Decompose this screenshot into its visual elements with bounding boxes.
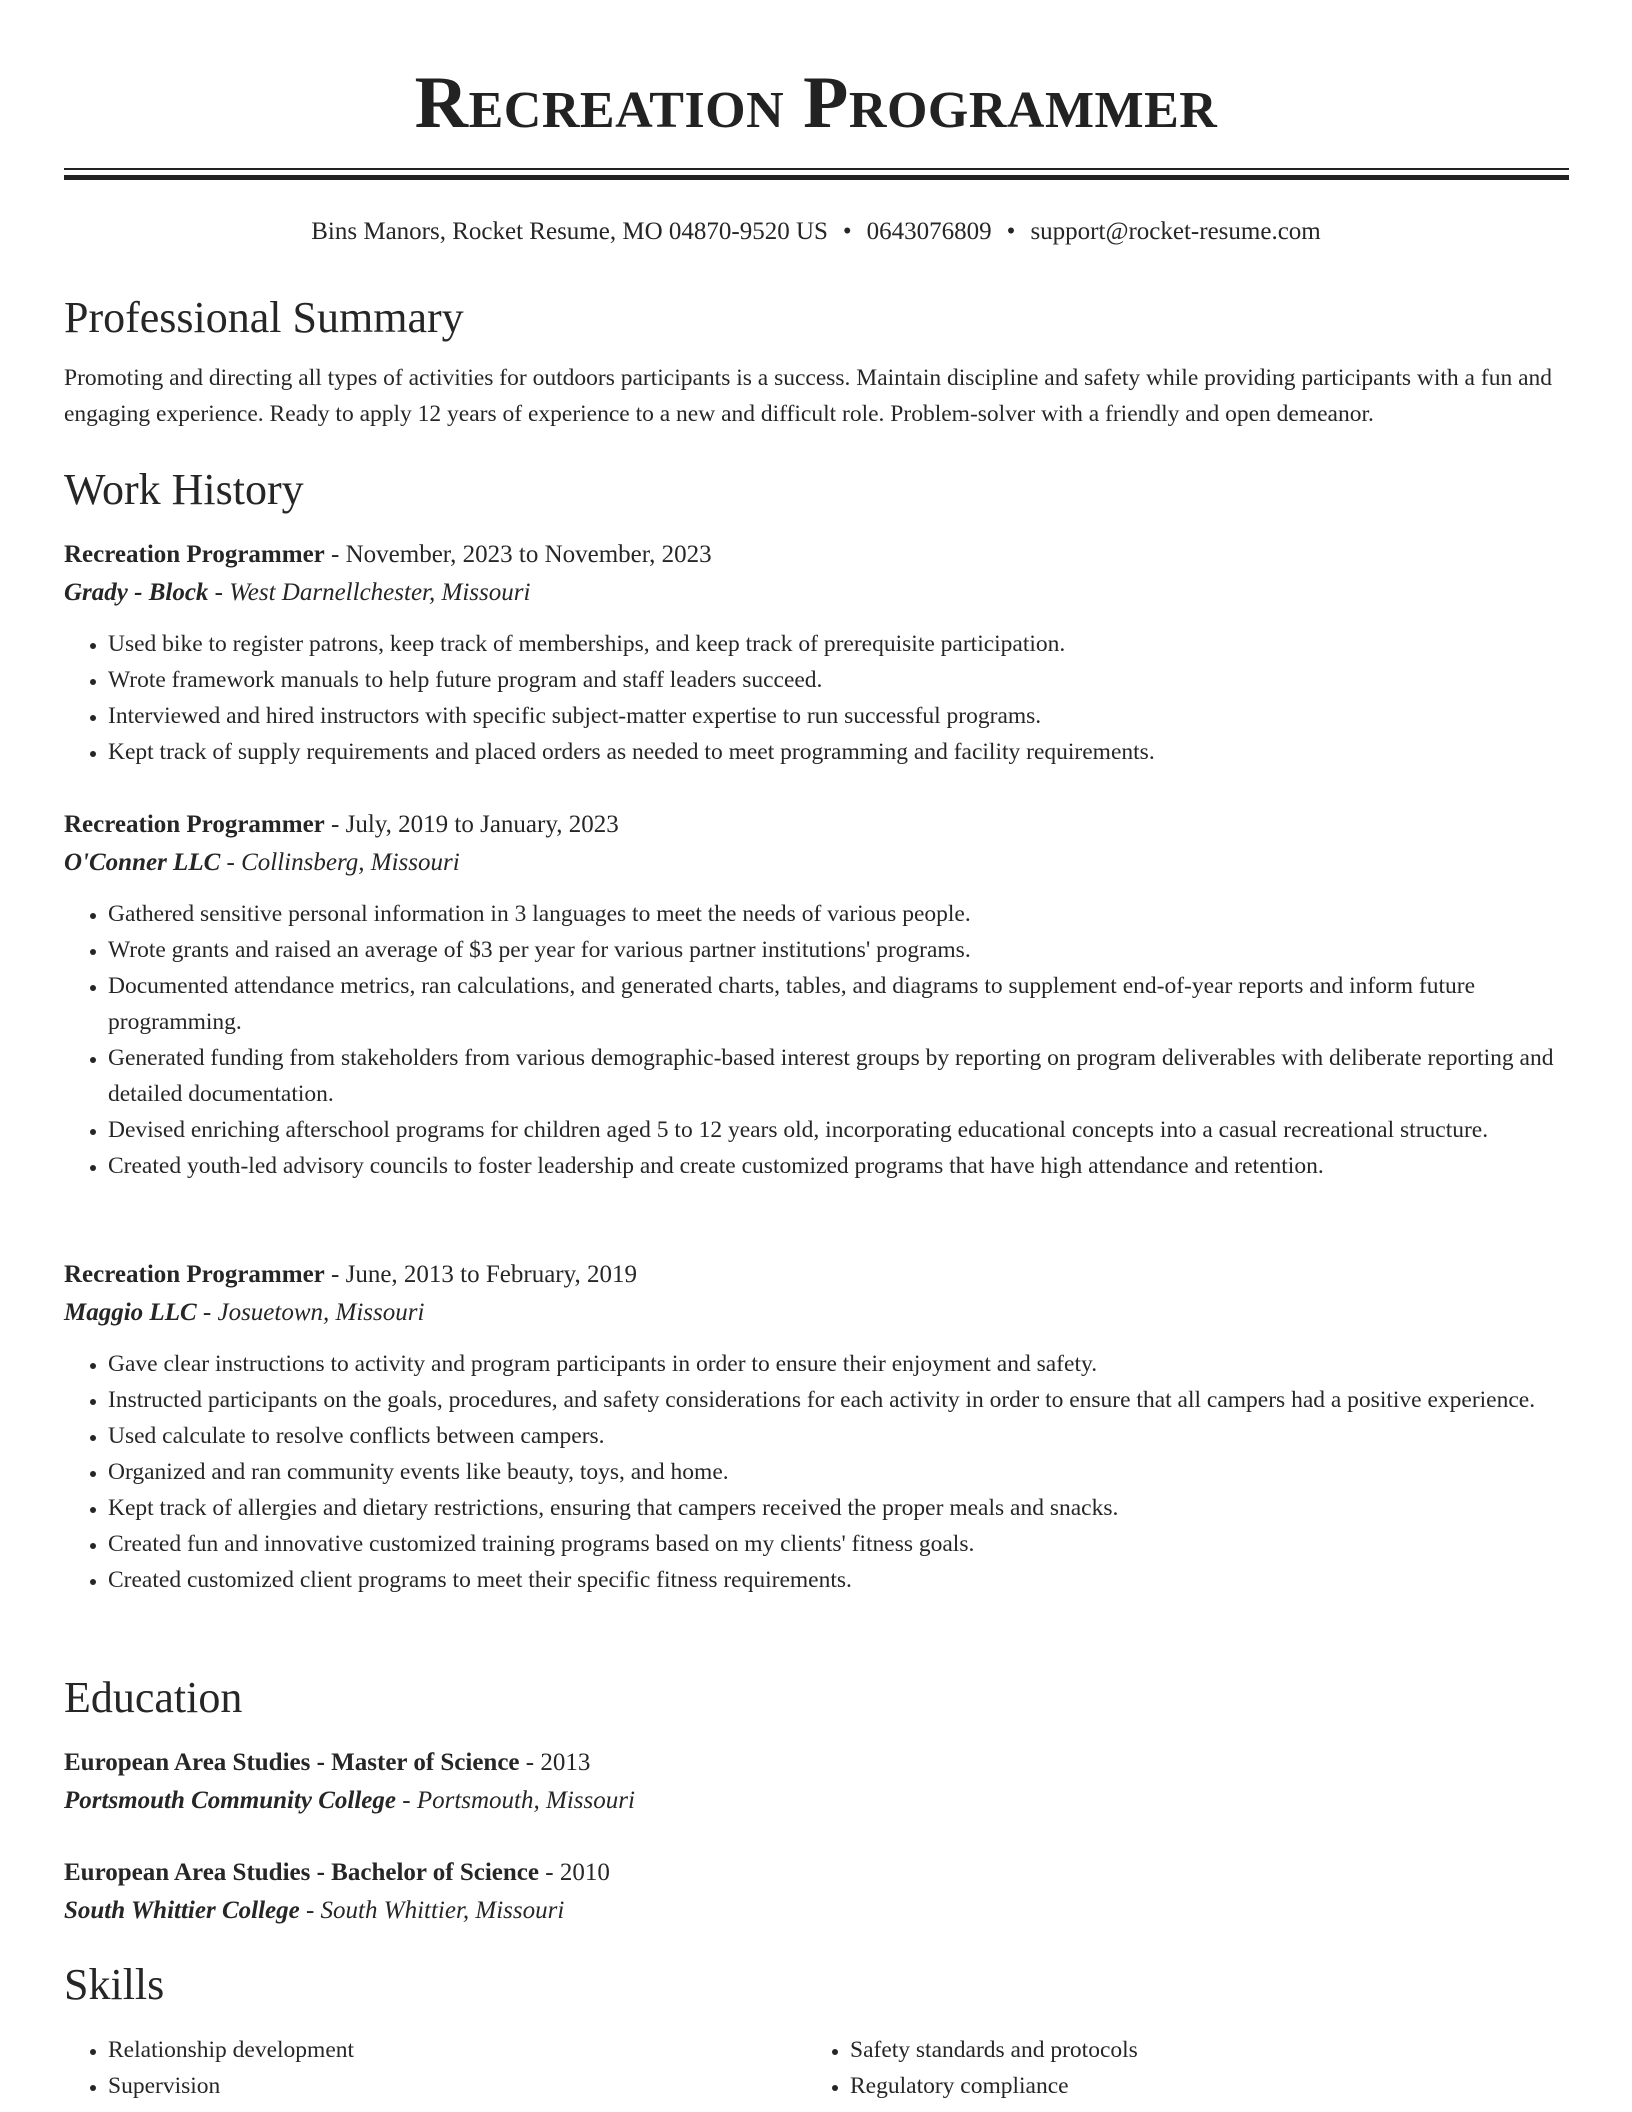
degree-year: 2013: [540, 1749, 591, 1776]
company-location: Josuetown, Missouri: [217, 1299, 425, 1326]
degree: European Area Studies - Master of Science: [64, 1749, 520, 1776]
skills-list: [64, 2032, 764, 2104]
list-item: • Generated funding from stakeholders from various demographic-based interest groups by reporting on program deliverables with deliberate reporting and detailed documentation.: [108, 1040, 1569, 1112]
job-entry: [64, 806, 1569, 1184]
contact-email: support@rocket-resume.com: [1030, 218, 1321, 245]
job-title-line: [64, 1256, 1569, 1294]
list-item: • Used bike to register patrons, keep track of memberships, and keep track of prerequisite participation.: [108, 626, 1569, 662]
dash: -: [519, 1749, 541, 1776]
job-title-line: [64, 806, 1569, 844]
list-item: • Created customized client programs to meet their specific fitness requirements.: [108, 1562, 1569, 1598]
list-item: • Wrote framework manuals to help future program and staff leaders succeed.: [108, 662, 1569, 698]
education-entry: [64, 1854, 1569, 1930]
company-line: [64, 1294, 1569, 1332]
dash: -: [324, 541, 346, 568]
degree: European Area Studies - Bachelor of Science: [64, 1859, 539, 1886]
school-location: Portsmouth, Missouri: [416, 1787, 635, 1814]
work-history-heading-wrap: [64, 462, 1569, 518]
contact-phone: 0643076809: [866, 218, 992, 245]
dash: -: [396, 1787, 417, 1814]
job-entry: [64, 536, 1569, 770]
dash: -: [208, 579, 230, 606]
summary-text: Promoting and directing all types of activities for outdoors participants is a success. Maintain discipline and safety while providing participants with a fun and engaging experience. Ready to apply 12 years of experience to a new and difficult role. Problem-solver with a friendly and open demeanor.: [64, 365, 1552, 427]
skill-item: • Safety standards and protocols: [850, 2032, 1506, 2068]
list-item: • Gathered sensitive personal information in 3 languages to meet the needs of various people.: [108, 896, 1569, 932]
list-item: • Used calculate to resolve conflicts between campers.: [108, 1418, 1569, 1454]
skills-heading-wrap: [64, 1957, 1569, 2013]
job-dates: July, 2019 to January, 2023: [345, 811, 619, 838]
school-name: South Whittier College: [64, 1897, 300, 1924]
title-rule-thick: [64, 175, 1569, 180]
dash: -: [324, 811, 346, 838]
job-dates: June, 2013 to February, 2019: [345, 1261, 638, 1288]
job-dates: November, 2023 to November, 2023: [345, 541, 712, 568]
school-line: [64, 1892, 1569, 1930]
education-entry: [64, 1744, 1569, 1820]
dash: -: [324, 1261, 346, 1288]
company-name: Grady - Block: [64, 579, 209, 606]
list-item: • Kept track of supply requirements and placed orders as needed to meet programming and facility requirements.: [108, 734, 1569, 770]
degree-year: 2010: [559, 1859, 610, 1886]
list-item: • Created fun and innovative customized training programs based on my clients' fitness goals.: [108, 1526, 1569, 1562]
list-item: • Wrote grants and raised an average of $3 per year for various partner institutions' programs.: [108, 932, 1569, 968]
job-bullets: [64, 1346, 1569, 1598]
summary-heading: Professional Summary: [64, 293, 464, 342]
contact-separator: •: [842, 218, 852, 245]
degree-line: [64, 1744, 1569, 1782]
list-item: • Gave clear instructions to activity and program participants in order to ensure their enjoyment and safety.: [108, 1346, 1569, 1382]
company-line: [64, 844, 1569, 882]
title-rule-thin: [64, 168, 1569, 170]
company-name: O'Conner LLC: [64, 849, 221, 876]
job-bullets: [64, 896, 1569, 1184]
contact-line: [0, 215, 1632, 249]
dash: -: [539, 1859, 560, 1886]
work-history-heading: Work History: [64, 465, 304, 514]
job-title: Recreation Programmer: [64, 811, 325, 838]
job-entry: [64, 1256, 1569, 1598]
company-location: Collinsberg, Missouri: [241, 849, 460, 876]
degree-line: [64, 1854, 1569, 1892]
skills-column-left: [64, 2032, 764, 2104]
skill-item: • Relationship development: [108, 2032, 764, 2068]
dash: -: [196, 1299, 218, 1326]
education-heading: Education: [64, 1673, 243, 1722]
education-heading-wrap: [64, 1670, 1569, 1726]
job-bullets: [64, 626, 1569, 770]
skill-item: • Supervision: [108, 2068, 764, 2104]
resume-title: Recreation Programmer: [414, 62, 1218, 144]
list-item: • Kept track of allergies and dietary restrictions, ensuring that campers received the proper meals and snacks.: [108, 1490, 1569, 1526]
contact-separator: •: [1006, 218, 1016, 245]
school-location: South Whittier, Missouri: [320, 1897, 565, 1924]
dash: -: [299, 1897, 321, 1924]
contact-address: Bins Manors, Rocket Resume, MO 04870-9520 US: [311, 218, 828, 245]
list-item: • Devised enriching afterschool programs for children aged 5 to 12 years old, incorporating educational concepts into a casual recreational structure.: [108, 1112, 1569, 1148]
list-item: • Created youth-led advisory councils to foster leadership and create customized programs that have high attendance and retention.: [108, 1148, 1569, 1184]
skills-heading: Skills: [64, 1960, 165, 2009]
skill-item: • Regulatory compliance: [850, 2068, 1506, 2104]
job-title-line: [64, 536, 1569, 574]
dash: -: [220, 849, 242, 876]
company-line: [64, 574, 1569, 612]
skills-list: [806, 2032, 1506, 2104]
company-name: Maggio LLC: [64, 1299, 197, 1326]
list-item: • Instructed participants on the goals, procedures, and safety considerations for each activity in order to ensure that all campers had a positive experience.: [108, 1382, 1569, 1418]
list-item: • Organized and ran community events like beauty, toys, and home.: [108, 1454, 1569, 1490]
school-name: Portsmouth Community College: [64, 1787, 396, 1814]
list-item: • Interviewed and hired instructors with specific subject-matter expertise to run successful programs.: [108, 698, 1569, 734]
job-title: Recreation Programmer: [64, 541, 325, 568]
company-location: West Darnellchester, Missouri: [229, 579, 531, 606]
school-line: [64, 1782, 1569, 1820]
skills-column-right: [806, 2032, 1506, 2104]
job-title: Recreation Programmer: [64, 1261, 325, 1288]
list-item: • Documented attendance metrics, ran calculations, and generated charts, tables, and diagrams to supplement end-of-year reports and inform future programming.: [108, 968, 1569, 1040]
summary-section: [64, 290, 1569, 432]
